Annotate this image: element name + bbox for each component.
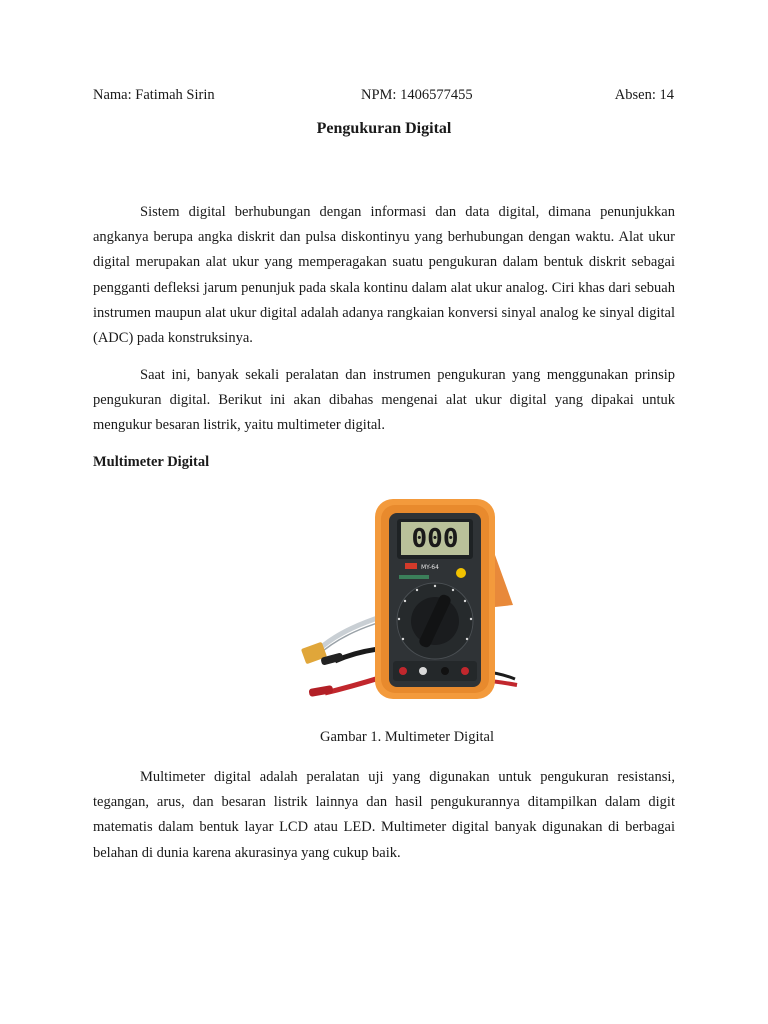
paragraph-context: Saat ini, banyak sekali peralatan dan instrumen pengukuran yang menggunakan prinsip pengukuran digital. Berikut ini akan dibahas mengenai alat ukur digital yang dipakai untuk mengukur besaran listrik, yaitu multimeter digital. xyxy=(93,367,675,434)
jack-ma xyxy=(419,667,427,675)
student-npm: NPM: 1406577455 xyxy=(361,87,473,103)
student-absen: Absen: 14 xyxy=(614,87,674,103)
hold-button xyxy=(456,568,466,578)
document-title: Pengukuran Digital xyxy=(316,120,452,137)
multimeter-figure xyxy=(295,493,521,711)
section-heading: Multimeter Digital xyxy=(93,454,210,470)
jack-com xyxy=(441,667,449,675)
jack-10a xyxy=(399,667,407,675)
multimeter-image xyxy=(295,493,521,711)
paragraph-multimeter: Multimeter digital adalah peralatan uji yang digunakan untuk pengukuran resistansi, tegangan, arus, dan besaran listrik lainnya dan hasil pengukurannya ditampilkan dalam digit matematis dalam bentuk layar LCD atau LED. Multimeter digital banyak digunakan di berbagai belahan di dunia karena akurasinya yang cukup baik. xyxy=(93,769,675,861)
paragraph-intro: Sistem digital berhubungan dengan informasi dan data digital, dimana penunjukkan angkanya berupa angka diskrit dan pulsa diskontinyu yang berhubungan dengan waktu. Alat ukur digital merupakan alat ukur yang memperagakan suatu pengukuran dalam bentuk diskrit sebagai pengganti defleksi jarum penunjuk pada skala kontinu dalam alat ukur analog. Ciri khas dari sebuah instrumen maupun alat ukur digital adalah adanya rangkaian konversi sinyal analog ke sinyal digital (ADC) pada konstruksinya. xyxy=(93,204,675,347)
jack-vohm xyxy=(461,667,469,675)
model-label: MY-64 xyxy=(421,564,439,571)
lcd-reading: 000 xyxy=(411,524,459,554)
figure-caption: Gambar 1. Multimeter Digital xyxy=(320,729,494,745)
student-name: Nama: Fatimah Sirin xyxy=(93,87,215,103)
